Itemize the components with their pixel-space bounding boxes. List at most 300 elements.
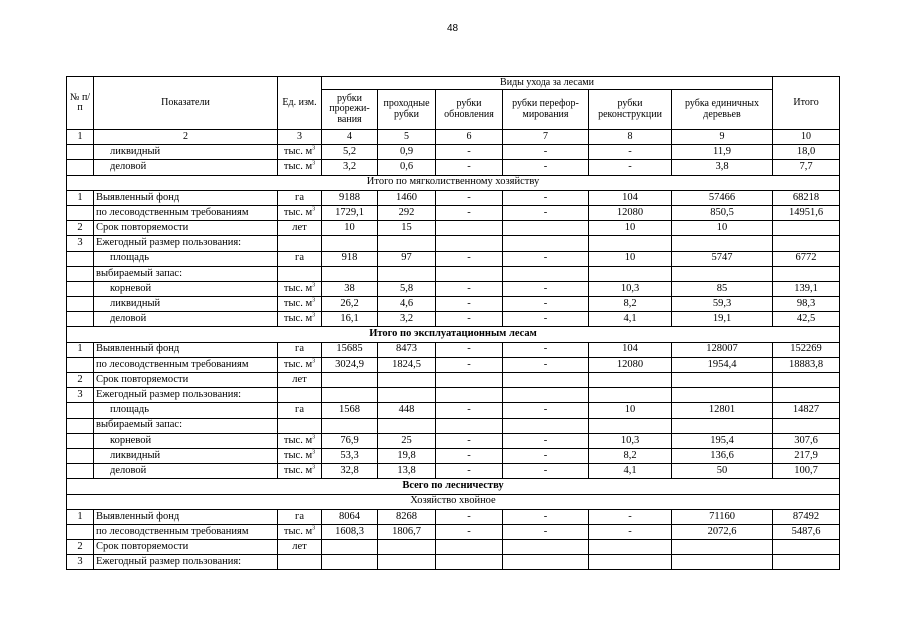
row-number [67, 145, 94, 160]
table-row [67, 281, 840, 296]
row-value [672, 540, 773, 555]
row-value: 1460 [378, 190, 436, 205]
row-value [503, 388, 589, 403]
row-value: - [436, 205, 503, 220]
table-row [67, 190, 840, 205]
row-value: 16,1 [322, 312, 378, 327]
row-number [67, 205, 94, 220]
row-value: - [503, 251, 589, 266]
row-unit [278, 464, 322, 479]
row-label: площадь [94, 403, 278, 418]
row-value: - [503, 342, 589, 357]
row-value: 68218 [773, 190, 840, 205]
header-col-thinning: рубки прорежи-вания [322, 90, 378, 130]
row-value: 3,2 [378, 312, 436, 327]
row-value: 59,3 [672, 297, 773, 312]
section-row [67, 327, 840, 342]
row-value: 8268 [378, 509, 436, 524]
row-unit [278, 524, 322, 539]
row-value: 139,1 [773, 281, 840, 296]
row-value: - [436, 251, 503, 266]
table-row [67, 236, 840, 251]
row-value: - [436, 297, 503, 312]
row-value [378, 418, 436, 433]
header-number: 5 [378, 130, 436, 145]
row-value: 85 [672, 281, 773, 296]
row-number: 1 [67, 509, 94, 524]
row-value: 42,5 [773, 312, 840, 327]
table-row [67, 540, 840, 555]
row-unit [278, 555, 322, 570]
row-number: 2 [67, 221, 94, 236]
row-unit [278, 236, 322, 251]
row-value: 1824,5 [378, 357, 436, 372]
unit-superscript: 3 [312, 464, 316, 471]
row-number [67, 160, 94, 175]
row-value [378, 388, 436, 403]
row-value: 850,5 [672, 205, 773, 220]
header-number: 4 [322, 130, 378, 145]
header-col-reformation: рубки перефор-мирования [503, 90, 589, 130]
table-row [67, 555, 840, 570]
row-value: 14951,6 [773, 205, 840, 220]
header-col-passage: проходные рубки [378, 90, 436, 130]
row-value: - [503, 145, 589, 160]
row-value: - [589, 160, 672, 175]
unit-superscript: 3 [312, 297, 316, 304]
row-value [436, 236, 503, 251]
row-value: 104 [589, 190, 672, 205]
row-value: 8473 [378, 342, 436, 357]
row-label: выбираемый запас: [94, 266, 278, 281]
row-value: - [503, 190, 589, 205]
row-unit [278, 312, 322, 327]
row-value: - [503, 160, 589, 175]
row-value: - [589, 145, 672, 160]
row-value [672, 388, 773, 403]
row-value: 10 [589, 251, 672, 266]
row-value: 5747 [672, 251, 773, 266]
row-value [672, 418, 773, 433]
row-value [503, 236, 589, 251]
header-number: 10 [773, 130, 840, 145]
header-col-renewal: рубки обновления [436, 90, 503, 130]
row-label: ликвидный [94, 297, 278, 312]
row-value: - [436, 281, 503, 296]
row-value [503, 373, 589, 388]
row-number: 2 [67, 540, 94, 555]
row-value: - [436, 448, 503, 463]
section-title: Всего по лесничеству [67, 479, 840, 494]
row-value: 57466 [672, 190, 773, 205]
row-value [503, 555, 589, 570]
section-row [67, 494, 840, 509]
row-value: - [503, 357, 589, 372]
row-label: ликвидный [94, 145, 278, 160]
row-label: Выявленный фонд [94, 190, 278, 205]
row-label: Срок повторяемости [94, 221, 278, 236]
row-label: по лесоводственным требованиям [94, 357, 278, 372]
row-value: 10 [589, 403, 672, 418]
section-row [67, 175, 840, 190]
row-value: 5,8 [378, 281, 436, 296]
row-unit [278, 433, 322, 448]
row-unit [278, 205, 322, 220]
row-value [589, 540, 672, 555]
row-value: 50 [672, 464, 773, 479]
row-value [589, 236, 672, 251]
row-value [672, 236, 773, 251]
row-value [322, 555, 378, 570]
row-value: - [436, 160, 503, 175]
row-value [322, 418, 378, 433]
row-label: площадь [94, 251, 278, 266]
header-indicators: Показатели [94, 77, 278, 130]
row-value: 12801 [672, 403, 773, 418]
row-value: 10 [672, 221, 773, 236]
row-number [67, 524, 94, 539]
table-row [67, 160, 840, 175]
row-value [672, 373, 773, 388]
row-label: Выявленный фонд [94, 509, 278, 524]
row-value: - [589, 524, 672, 539]
row-value [773, 388, 840, 403]
row-value [322, 266, 378, 281]
header-number: 6 [436, 130, 503, 145]
row-value [672, 266, 773, 281]
row-value [589, 373, 672, 388]
row-value: 14827 [773, 403, 840, 418]
row-number [67, 297, 94, 312]
row-unit [278, 373, 322, 388]
row-value [322, 373, 378, 388]
row-value: - [436, 342, 503, 357]
row-unit [278, 403, 322, 418]
unit-text: тыс. м [283, 464, 313, 476]
row-value [773, 418, 840, 433]
unit-text: тыс. м [283, 297, 313, 309]
row-number [67, 448, 94, 463]
forest-care-table [66, 76, 840, 570]
row-label: корневой [94, 281, 278, 296]
row-value [589, 388, 672, 403]
row-value: 6772 [773, 251, 840, 266]
row-label: по лесоводственным требованиям [94, 205, 278, 220]
row-value: - [503, 281, 589, 296]
row-value: - [436, 433, 503, 448]
row-value [773, 373, 840, 388]
row-value [773, 236, 840, 251]
unit-text: лет [292, 221, 307, 233]
row-number: 3 [67, 555, 94, 570]
section-title: Хозяйство хвойное [67, 494, 840, 509]
row-value [378, 266, 436, 281]
row-label: деловой [94, 160, 278, 175]
section-title: Итого по эксплуатационным лесам [67, 327, 840, 342]
table-row [67, 251, 840, 266]
table-row [67, 297, 840, 312]
row-value: 15685 [322, 342, 378, 357]
unit-text: га [295, 252, 304, 264]
unit-text: га [295, 191, 304, 203]
row-value: 12080 [589, 205, 672, 220]
table-row [67, 448, 840, 463]
row-value: 10 [589, 221, 672, 236]
row-value [589, 418, 672, 433]
row-value [378, 236, 436, 251]
row-value: 38 [322, 281, 378, 296]
row-value [378, 555, 436, 570]
row-number [67, 357, 94, 372]
unit-text: тыс. м [283, 206, 313, 218]
unit-superscript: 3 [312, 525, 316, 532]
row-value: 71160 [672, 509, 773, 524]
row-value: 11,9 [672, 145, 773, 160]
row-value: 3,8 [672, 160, 773, 175]
row-value: 1568 [322, 403, 378, 418]
row-value: - [436, 312, 503, 327]
row-value: 13,8 [378, 464, 436, 479]
header-total: Итого [773, 77, 840, 130]
row-number [67, 281, 94, 296]
row-value: - [503, 524, 589, 539]
row-value: 3024,9 [322, 357, 378, 372]
unit-superscript: 3 [312, 449, 316, 456]
unit-text: га [295, 510, 304, 522]
unit-superscript: 3 [312, 206, 316, 213]
row-value: 10,3 [589, 433, 672, 448]
row-value: 98,3 [773, 297, 840, 312]
table-row [67, 509, 840, 524]
row-value [436, 221, 503, 236]
unit-text: тыс. м [283, 146, 313, 158]
row-value [436, 540, 503, 555]
row-unit [278, 418, 322, 433]
table-row [67, 312, 840, 327]
row-unit [278, 145, 322, 160]
row-unit [278, 281, 322, 296]
header-group: Виды ухода за лесами [322, 77, 773, 90]
unit-text: тыс. м [283, 161, 313, 173]
row-number [67, 418, 94, 433]
unit-superscript: 3 [312, 434, 316, 441]
table-row [67, 464, 840, 479]
row-value: - [503, 205, 589, 220]
header-number: 1 [67, 130, 94, 145]
row-value: 104 [589, 342, 672, 357]
row-value: 4,1 [589, 464, 672, 479]
table-row [67, 221, 840, 236]
header-number: 7 [503, 130, 589, 145]
row-number: 1 [67, 342, 94, 357]
row-value: 448 [378, 403, 436, 418]
row-value: - [436, 190, 503, 205]
row-value: 1729,1 [322, 205, 378, 220]
unit-text: лет [292, 373, 307, 385]
unit-superscript: 3 [312, 312, 316, 319]
row-label: Ежегодный размер пользования: [94, 555, 278, 570]
header-number: 9 [672, 130, 773, 145]
row-unit [278, 251, 322, 266]
row-value: 25 [378, 433, 436, 448]
row-value: 136,6 [672, 448, 773, 463]
row-value: 18,0 [773, 145, 840, 160]
row-value [378, 540, 436, 555]
row-value [503, 540, 589, 555]
section-row [67, 479, 840, 494]
row-value [436, 555, 503, 570]
unit-text: тыс. м [283, 282, 313, 294]
table-row [67, 342, 840, 357]
row-label: ликвидный [94, 448, 278, 463]
row-label: Выявленный фонд [94, 342, 278, 357]
section-title: Итого по мягколиственному хозяйству [67, 175, 840, 190]
row-unit [278, 540, 322, 555]
row-number [67, 403, 94, 418]
unit-text: тыс. м [283, 525, 313, 537]
row-value: 7,7 [773, 160, 840, 175]
unit-text: тыс. м [283, 434, 313, 446]
table-row [67, 418, 840, 433]
row-value: 8,2 [589, 297, 672, 312]
row-value [378, 373, 436, 388]
row-value: - [436, 145, 503, 160]
row-value: - [503, 312, 589, 327]
table-row [67, 403, 840, 418]
row-value: 10,3 [589, 281, 672, 296]
row-value: 9188 [322, 190, 378, 205]
row-value [672, 555, 773, 570]
row-value [503, 266, 589, 281]
row-unit [278, 509, 322, 524]
row-value: - [503, 509, 589, 524]
row-number [67, 464, 94, 479]
row-value [589, 555, 672, 570]
row-number: 2 [67, 373, 94, 388]
header-num: № п/п [67, 77, 94, 130]
row-value [436, 266, 503, 281]
row-value: 87492 [773, 509, 840, 524]
row-value: - [503, 464, 589, 479]
row-value: - [436, 403, 503, 418]
row-number [67, 266, 94, 281]
row-unit [278, 190, 322, 205]
unit-superscript: 3 [312, 282, 316, 289]
unit-text: га [295, 404, 304, 416]
row-value: 128007 [672, 342, 773, 357]
row-value: 26,2 [322, 297, 378, 312]
table-row [67, 145, 840, 160]
row-value: 918 [322, 251, 378, 266]
row-value [436, 388, 503, 403]
unit-superscript: 3 [312, 358, 316, 365]
table-row [67, 373, 840, 388]
row-value [322, 540, 378, 555]
row-number: 1 [67, 190, 94, 205]
row-value [773, 540, 840, 555]
row-value: 5487,6 [773, 524, 840, 539]
row-value: 12080 [589, 357, 672, 372]
row-unit [278, 448, 322, 463]
unit-text: тыс. м [283, 449, 313, 461]
row-value: 97 [378, 251, 436, 266]
header-col-single-trees: рубка единичных деревьев [672, 90, 773, 130]
row-unit [278, 221, 322, 236]
row-value: 32,8 [322, 464, 378, 479]
row-number [67, 433, 94, 448]
row-value [503, 418, 589, 433]
row-value: 1954,4 [672, 357, 773, 372]
row-value [322, 236, 378, 251]
row-value [436, 373, 503, 388]
row-value: 8064 [322, 509, 378, 524]
table-row [67, 433, 840, 448]
row-label: Срок повторяемости [94, 540, 278, 555]
row-unit [278, 266, 322, 281]
unit-text: лет [292, 540, 307, 552]
row-unit [278, 388, 322, 403]
row-value: - [436, 464, 503, 479]
row-value: 195,4 [672, 433, 773, 448]
row-value: 3,2 [322, 160, 378, 175]
unit-text: га [295, 343, 304, 355]
row-label: деловой [94, 464, 278, 479]
row-value: - [589, 509, 672, 524]
row-value: - [503, 448, 589, 463]
row-value [773, 266, 840, 281]
table-row [67, 524, 840, 539]
row-value: 19,8 [378, 448, 436, 463]
row-label: корневой [94, 433, 278, 448]
row-label: деловой [94, 312, 278, 327]
header-number: 3 [278, 130, 322, 145]
row-value: - [503, 433, 589, 448]
unit-text: тыс. м [283, 313, 313, 325]
row-value: 15 [378, 221, 436, 236]
row-value: 19,1 [672, 312, 773, 327]
row-unit [278, 342, 322, 357]
row-value: - [436, 524, 503, 539]
row-value [589, 266, 672, 281]
row-unit [278, 297, 322, 312]
row-value [503, 221, 589, 236]
row-value: 53,3 [322, 448, 378, 463]
row-label: Ежегодный размер пользования: [94, 236, 278, 251]
row-value: 4,6 [378, 297, 436, 312]
row-value: 10 [322, 221, 378, 236]
row-value: - [436, 509, 503, 524]
row-value: 217,9 [773, 448, 840, 463]
row-value [322, 388, 378, 403]
table-row [67, 388, 840, 403]
page-number: 48 [446, 23, 459, 34]
header-unit: Ед. изм. [278, 77, 322, 130]
row-value: 0,6 [378, 160, 436, 175]
row-value [436, 418, 503, 433]
row-number: 3 [67, 236, 94, 251]
row-unit [278, 357, 322, 372]
row-value: - [503, 403, 589, 418]
row-label: Ежегодный размер пользования: [94, 388, 278, 403]
row-label: выбираемый запас: [94, 418, 278, 433]
unit-superscript: 3 [312, 145, 316, 152]
unit-text: тыс. м [283, 358, 313, 370]
table-row [67, 266, 840, 281]
header-number: 8 [589, 130, 672, 145]
row-value: 2072,6 [672, 524, 773, 539]
row-value: 4,1 [589, 312, 672, 327]
row-value [773, 221, 840, 236]
